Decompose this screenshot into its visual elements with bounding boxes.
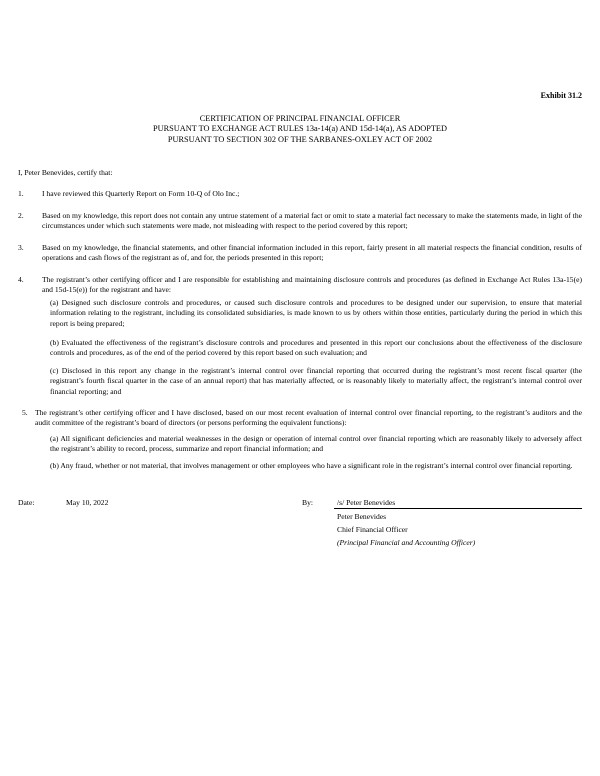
item-3	[18, 243, 582, 264]
heading-line-2: PURSUANT TO EXCHANGE ACT RULES 13a-14(a) AND 15d-14(a), AS ADOPTED	[153, 124, 447, 134]
item-5-sub-a: (a) All significant deficiencies and material weaknesses in the design or operation of internal control over financial reporting which are reasonably likely to adversely affect the registrant’s ability to record, process, summarize and report financial information; and	[50, 434, 582, 454]
item-text: Based on my knowledge, the financial statements, and other financial information included in this report, fairly present in all material respects the financial condition, results of operations and cash flows of the registrant as of, and for, the periods presented in this report;	[42, 243, 582, 263]
signer-name: Peter Benevides	[337, 512, 387, 521]
item-number: 2.	[18, 211, 24, 220]
heading-line-3: PURSUANT TO SECTION 302 OF THE SARBANES-OXLEY ACT OF 2002	[167, 134, 433, 144]
item-4	[18, 275, 582, 296]
date-label: Date:	[18, 498, 35, 507]
signature-text: /s/ Peter Benevides	[337, 498, 396, 507]
item-1	[18, 189, 582, 199]
date-value: May 10, 2022	[66, 498, 109, 507]
by-label: By:	[302, 498, 313, 507]
item-2	[18, 211, 582, 232]
item-text: I have reviewed this Quarterly Report on Form 10-Q of Olo Inc.;	[42, 189, 240, 198]
exhibit-label: Exhibit 31.2	[540, 91, 582, 100]
item-number: 4.	[18, 275, 24, 284]
item-number: 1.	[18, 189, 24, 198]
certification-heading	[0, 114, 600, 145]
item-5-sub-b: (b) Any fraud, whether or not material, that involves management or other employees who have a significant role in the registrant’s internal control over financial reporting.	[50, 461, 573, 470]
item-text: The registrant’s other certifying officer and I have disclosed, based on our most recent evaluation of internal control over financial reporting, to the registrant’s auditors and the audit committee of the registrant’s board of directors (or persons performing the equivalent functions):	[35, 408, 582, 428]
intro-statement: I, Peter Benevides, certify that:	[18, 168, 113, 177]
item-number: 3.	[18, 243, 24, 252]
item-4-sub-c: (c) Disclosed in this report any change in the registrant’s internal control over financial reporting that occurred during the registrant’s most recent fiscal quarter (the registrant’s fourth fiscal quarter in the case of an annual report) that has materially affected, or is reasonably likely to materially affect, the registrant’s internal control over financial reporting; and	[50, 366, 582, 396]
item-text: Based on my knowledge, this report does not contain any untrue statement of a material fact or omit to state a material fact necessary to make the statements made, in light of the circumstances under which such statements were made, not misleading with respect to the period covered by this report;	[42, 211, 582, 231]
signer-role: (Principal Financial and Accounting Officer)	[337, 538, 476, 547]
item-text: The registrant’s other certifying officer and I are responsible for establishing and maintaining disclosure controls and procedures (as defined in Exchange Act Rules 13a-15(e) and 15d-15(e)) for the registrant and have:	[42, 275, 582, 295]
signature-line	[334, 508, 582, 509]
signer-title: Chief Financial Officer	[337, 525, 408, 534]
item-4-sub-b: (b) Evaluated the effectiveness of the registrant’s disclosure controls and procedures and presented in this report our conclusions about the effectiveness of the disclosure controls and procedures, as of the end of the period covered by this report based on such evaluation; and	[50, 338, 582, 358]
heading-line-1: CERTIFICATION OF PRINCIPAL FINANCIAL OFFICER	[199, 114, 401, 123]
item-5	[18, 408, 582, 429]
item-4-sub-a: (a) Designed such disclosure controls and procedures, or caused such disclosure controls and procedures to be designed under our supervision, to ensure that material information relating to the registrant, including its consolidated subsidiaries, is made known to us by others within those entities, particularly during the period in which this report is being prepared;	[50, 298, 582, 328]
item-number: 5.	[22, 408, 28, 417]
